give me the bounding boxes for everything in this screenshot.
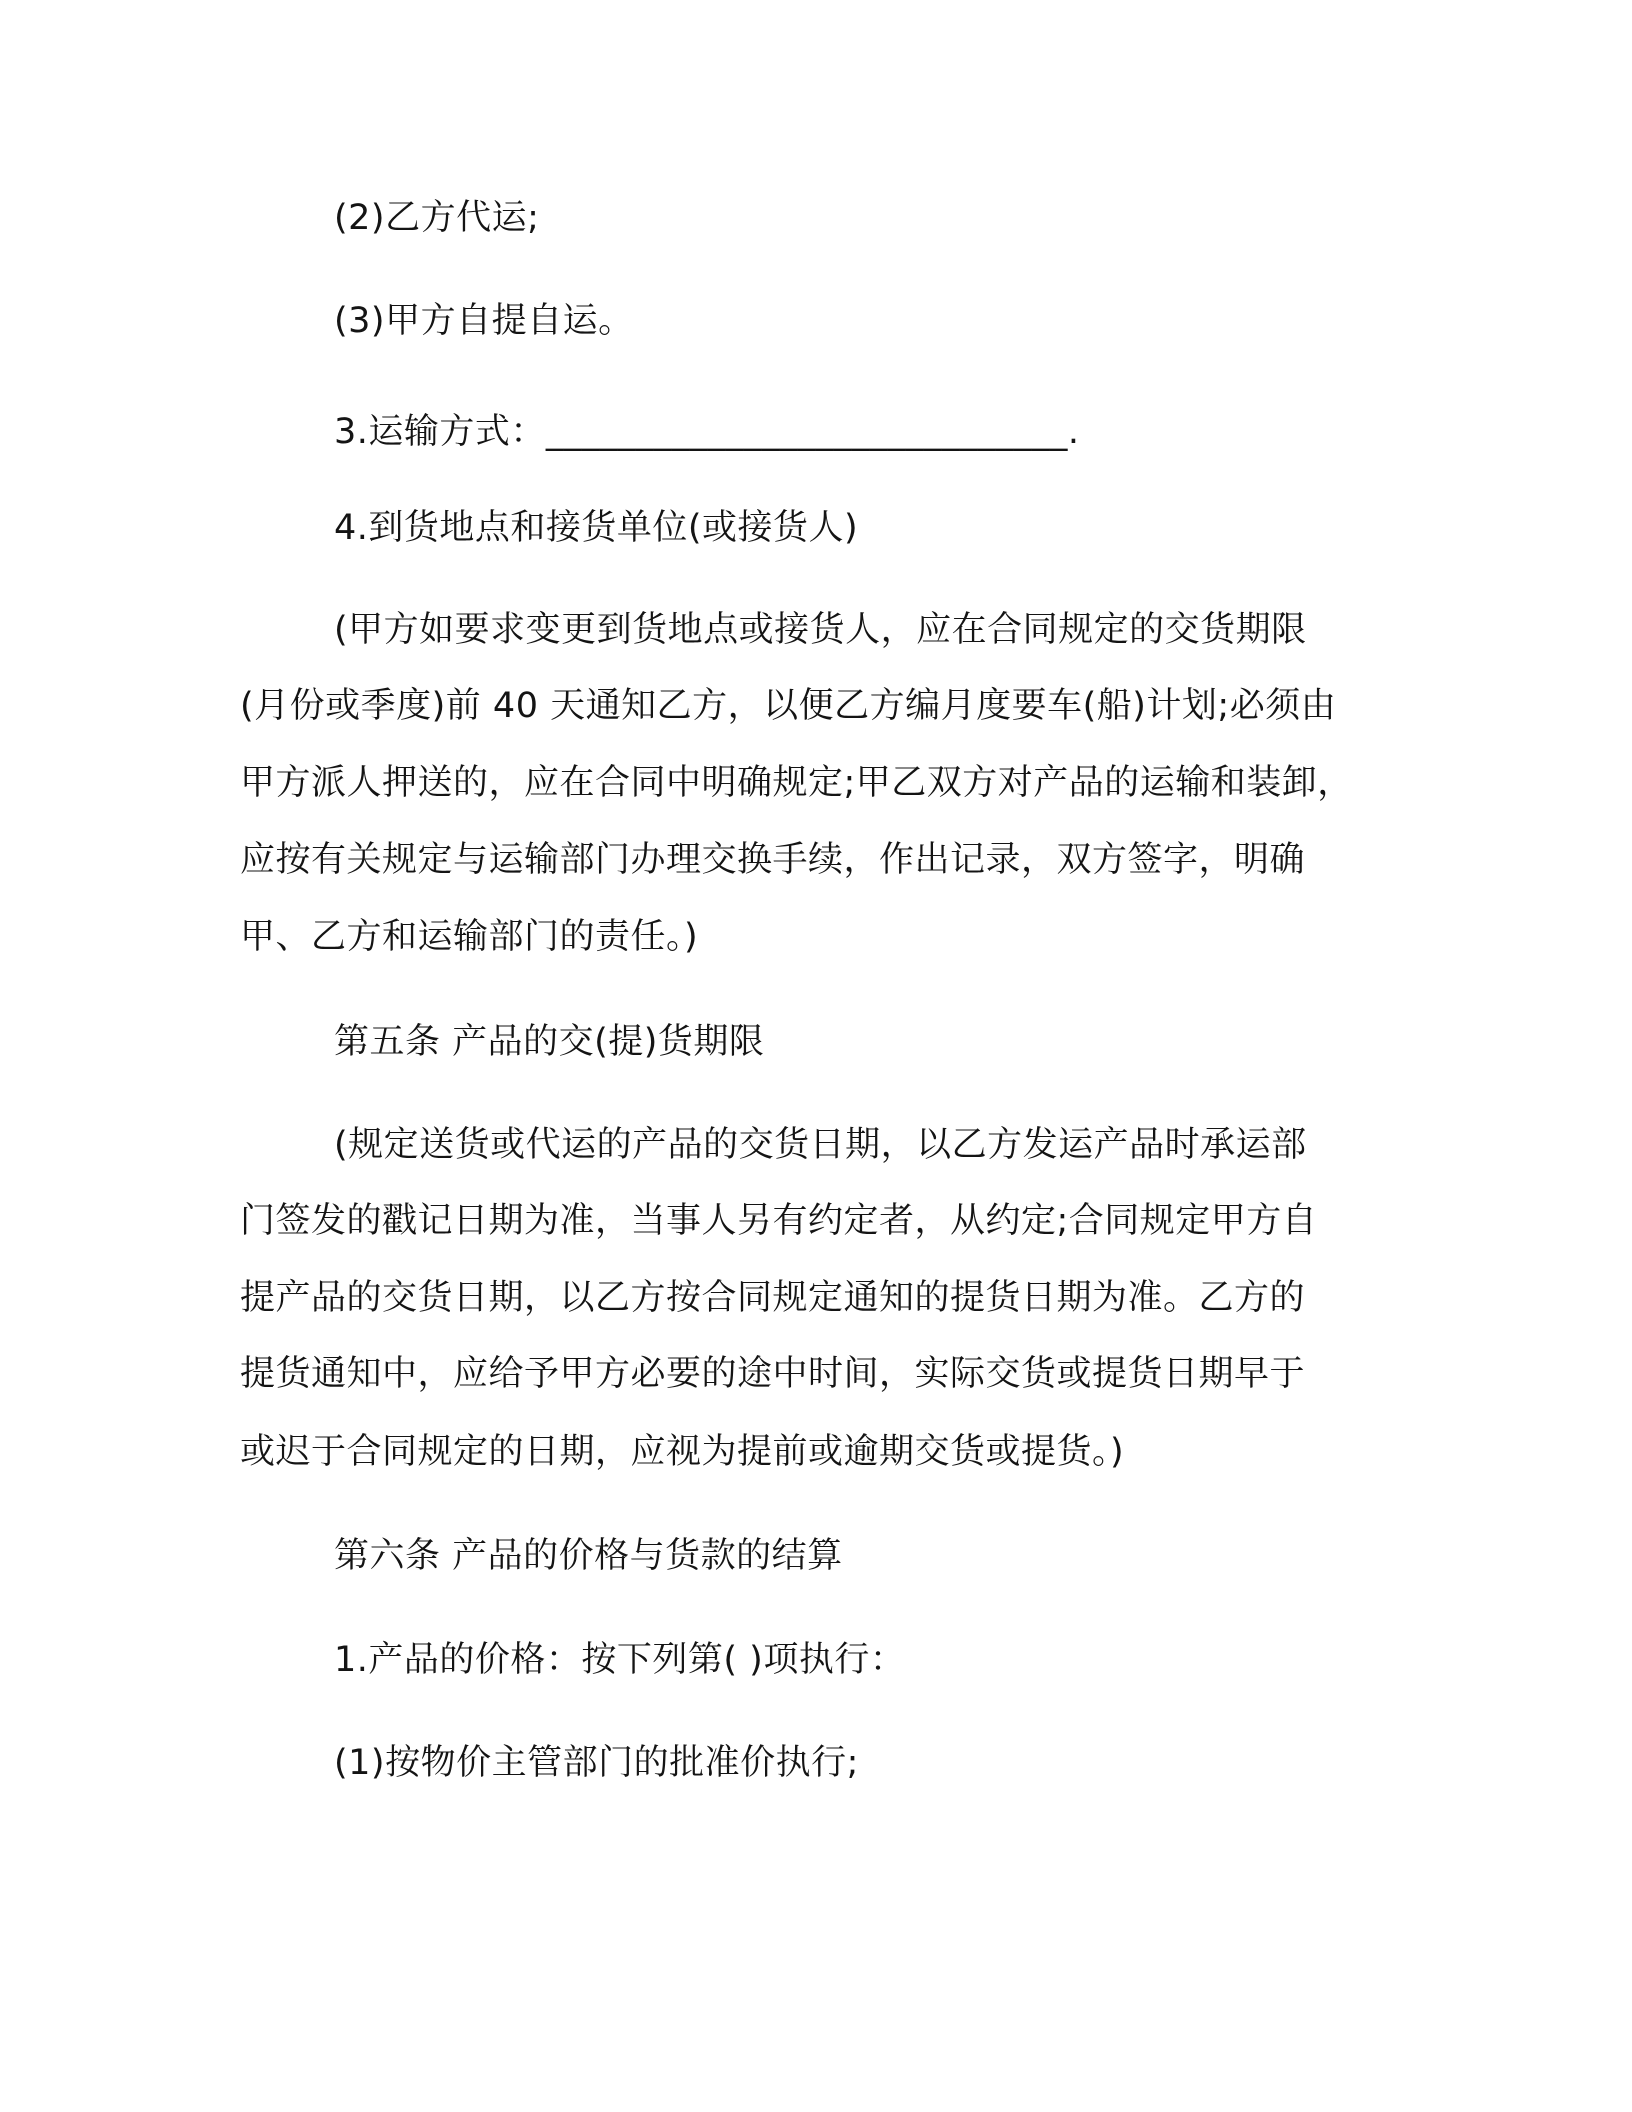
paragraph-line: 应按有关规定与运输部门办理交换手续，作出记录，双方签字，明确 [240,840,1306,880]
paragraph-line: (甲方如要求变更到货地点或接货人，应在合同规定的交货期限 [334,610,1307,650]
paragraph-line: 3.运输方式：_____________________________. [334,412,1080,452]
paragraph-line: 或迟于合同规定的日期，应视为提前或逾期交货或提货。) [240,1432,1125,1472]
paragraph-line: 提产品的交货日期，以乙方按合同规定通知的提货日期为准。乙方的 [240,1278,1306,1318]
paragraph-line: 甲、乙方和运输部门的责任。) [240,917,699,957]
paragraph-line: (1)按物价主管部门的批准价执行; [334,1743,859,1783]
paragraph-line: 甲方派人押送的，应在合同中明确规定;甲乙双方对产品的运输和装卸， [240,763,1353,803]
paragraph-line: (3)甲方自提自运。 [334,301,634,341]
paragraph-line: 提货通知中，应给予甲方必要的途中时间，实际交货或提货日期早于 [240,1354,1306,1394]
paragraph-line: (规定送货或代运的产品的交货日期，以乙方发运产品时承运部 [334,1125,1307,1165]
paragraph-line: (2)乙方代运; [334,198,540,238]
paragraph-line: 1.产品的价格：按下列第( )项执行： [334,1640,906,1680]
section-heading: 第五条 产品的交(提)货期限 [334,1022,765,1062]
section-heading: 第六条 产品的价格与货款的结算 [334,1536,843,1576]
paragraph-line: (月份或季度)前 40 天通知乙方，以便乙方编月度要车(船)计划;必须由 [240,686,1337,726]
paragraph-line: 门签发的戳记日期为准，当事人另有约定者，从约定;合同规定甲方自 [240,1201,1318,1241]
paragraph-line: 4.到货地点和接货单位(或接货人) [334,508,859,548]
